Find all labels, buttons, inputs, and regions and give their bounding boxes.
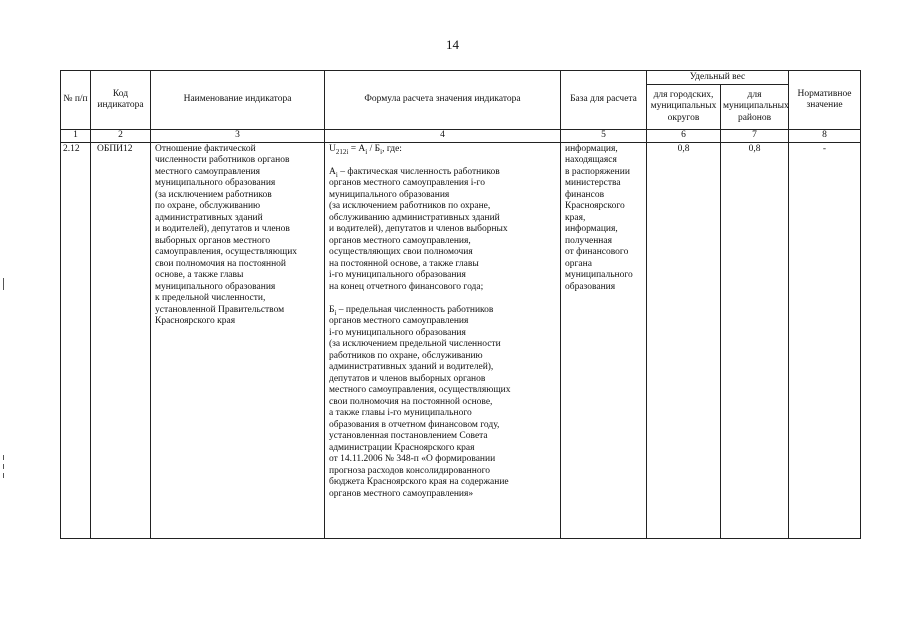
base-line: муниципального — [565, 270, 633, 280]
name-line: муниципального образования — [155, 178, 276, 188]
formula-subscript: 212i — [335, 147, 349, 156]
base-line: информация, — [565, 143, 618, 154]
formula-line: на постоянной основе, а также главы — [329, 258, 479, 269]
formula-line: i-го муниципального образования — [329, 327, 466, 338]
formula-symbol: U — [329, 143, 336, 154]
formula-line: органов местного самоуправления i-го — [329, 178, 485, 188]
row-code: ОБПИ12 — [91, 142, 151, 538]
formula-line: работников по охране, обслуживанию — [329, 350, 483, 361]
formula-line: органов местного самоуправления — [329, 316, 469, 326]
base-line: полученная — [565, 235, 612, 246]
formula-line: органов местного самоуправления» — [329, 488, 474, 499]
formula-a-definition: $А_i$ – фактическая численность работников — [329, 166, 500, 179]
formula-line: осуществляющих свои полномочия — [329, 247, 473, 257]
name-line: самоуправления, осуществляющих — [155, 247, 298, 257]
base-line: от финансового — [565, 247, 629, 257]
formula-line: администрации Красноярского края — [329, 442, 475, 453]
header-num: № п/п — [61, 71, 91, 130]
header-weight-district: для муниципальных районов — [721, 85, 789, 130]
base-line: Красноярского — [565, 201, 625, 211]
row-formula — [325, 142, 561, 538]
row-name — [151, 142, 325, 538]
column-number: 7 — [721, 130, 789, 143]
name-line: по охране, обслуживанию — [155, 201, 261, 211]
header-code: Код индикатора — [91, 71, 151, 130]
column-number: 8 — [789, 130, 861, 143]
formula-subscript: i — [334, 308, 337, 317]
formula-line: административных зданий и водителей), — [329, 362, 494, 372]
formula-line: депутатов и членов выборных органов — [329, 373, 486, 384]
name-line: основе, а также главы — [155, 270, 244, 280]
base-line: в распоряжении — [565, 166, 630, 177]
formula-line: образования в отчетном финансовом году, — [329, 419, 500, 430]
name-line: Красноярского края — [155, 316, 236, 326]
column-number: 4 — [325, 130, 561, 143]
formula-line: местного самоуправления, осуществляющих — [329, 385, 511, 395]
margin-mark — [3, 455, 4, 460]
base-line: информация, — [565, 224, 618, 234]
formula-line: от 14.11.2006 № 348-п «О формировании — [329, 454, 496, 464]
header-name: Наименование индикатора — [151, 71, 325, 130]
formula-line: предельная численность работников — [345, 304, 494, 315]
row-base — [561, 142, 647, 538]
row-weight-district: 0,8 — [721, 142, 789, 538]
column-number: 6 — [647, 130, 721, 143]
formula-line: на конец отчетного финансового года; — [329, 281, 484, 292]
formula-line: (за исключением работников по охране, — [329, 201, 491, 211]
header-weight: Удельный вес — [647, 71, 789, 85]
formula-line: органов местного самоуправления, — [329, 235, 471, 246]
formula-line: i-го муниципального образования — [329, 270, 466, 280]
base-line: министерства — [565, 178, 621, 188]
base-line: находящаяся — [565, 155, 617, 165]
formula-line: муниципального образования — [329, 189, 450, 200]
formula-b-definition: $Б_i$ – предельная численность работников — [329, 304, 494, 317]
name-line: административных зданий — [155, 212, 263, 223]
column-number: 2 — [91, 130, 151, 143]
page-number: 14 — [446, 37, 459, 52]
name-line: Отношение фактической — [155, 143, 256, 154]
formula-line: (за исключением предельной численности — [329, 339, 501, 349]
formula-symbol: / Б — [367, 143, 381, 154]
formula-symbol: = А — [348, 143, 366, 154]
formula-line: прогноза расходов консолидированного — [329, 465, 490, 476]
name-line: (за исключением работников — [155, 189, 272, 200]
margin-mark — [3, 464, 4, 469]
table-row — [61, 142, 861, 538]
name-line: к предельной численности, — [155, 293, 266, 303]
header-base: База для расчета — [561, 71, 647, 130]
formula-symbol: , где: — [382, 143, 402, 154]
formula-symbol: Б — [329, 304, 335, 315]
row-weight-urban: 0,8 — [647, 142, 721, 538]
formula-subscript: i — [380, 147, 383, 156]
name-line: выборных органов местного — [155, 235, 271, 246]
formula-line: установленная постановлением Совета — [329, 431, 488, 441]
name-line: установленной Правительством — [155, 304, 285, 315]
formula-subscript: i — [335, 170, 338, 179]
formula-line: бюджета Красноярского края на содержание — [329, 477, 509, 487]
formula-line: фактическая численность работников — [347, 166, 500, 177]
formula-symbol: А — [329, 166, 336, 177]
column-number: 5 — [561, 130, 647, 143]
header-norm: Нормативное значение — [789, 71, 861, 130]
header-formula: Формула расчета значения индикатора — [325, 71, 561, 130]
column-number: 1 — [61, 130, 91, 143]
indicators-table — [60, 70, 861, 539]
base-line: органа — [565, 258, 592, 269]
row-norm: - — [789, 142, 861, 538]
row-num: 2.12 — [61, 142, 91, 538]
formula-line: свои полномочия на постоянной основе, — [329, 396, 493, 407]
name-line: муниципального образования — [155, 281, 276, 292]
column-number: 3 — [151, 130, 325, 143]
formula-line: обслуживанию административных зданий — [329, 212, 500, 223]
margin-mark — [3, 473, 4, 478]
formula-subscript: i — [365, 147, 368, 156]
header-weight-urban: для городских, муниципальных округов — [647, 85, 721, 130]
margin-mark — [3, 278, 4, 290]
name-line: численности работников органов — [155, 155, 290, 165]
base-line: финансов — [565, 189, 605, 200]
formula-line: а также главы i-го муниципального — [329, 408, 472, 418]
base-line: края, — [565, 212, 586, 223]
name-line: и водителей), депутатов и членов — [155, 224, 290, 234]
name-line: свои полномочия на постоянной — [155, 258, 287, 269]
name-line: местного самоуправления — [155, 166, 261, 177]
formula-line: и водителей), депутатов и членов выборных — [329, 224, 508, 234]
formula-expression — [329, 144, 556, 156]
base-line: образования — [565, 281, 616, 292]
